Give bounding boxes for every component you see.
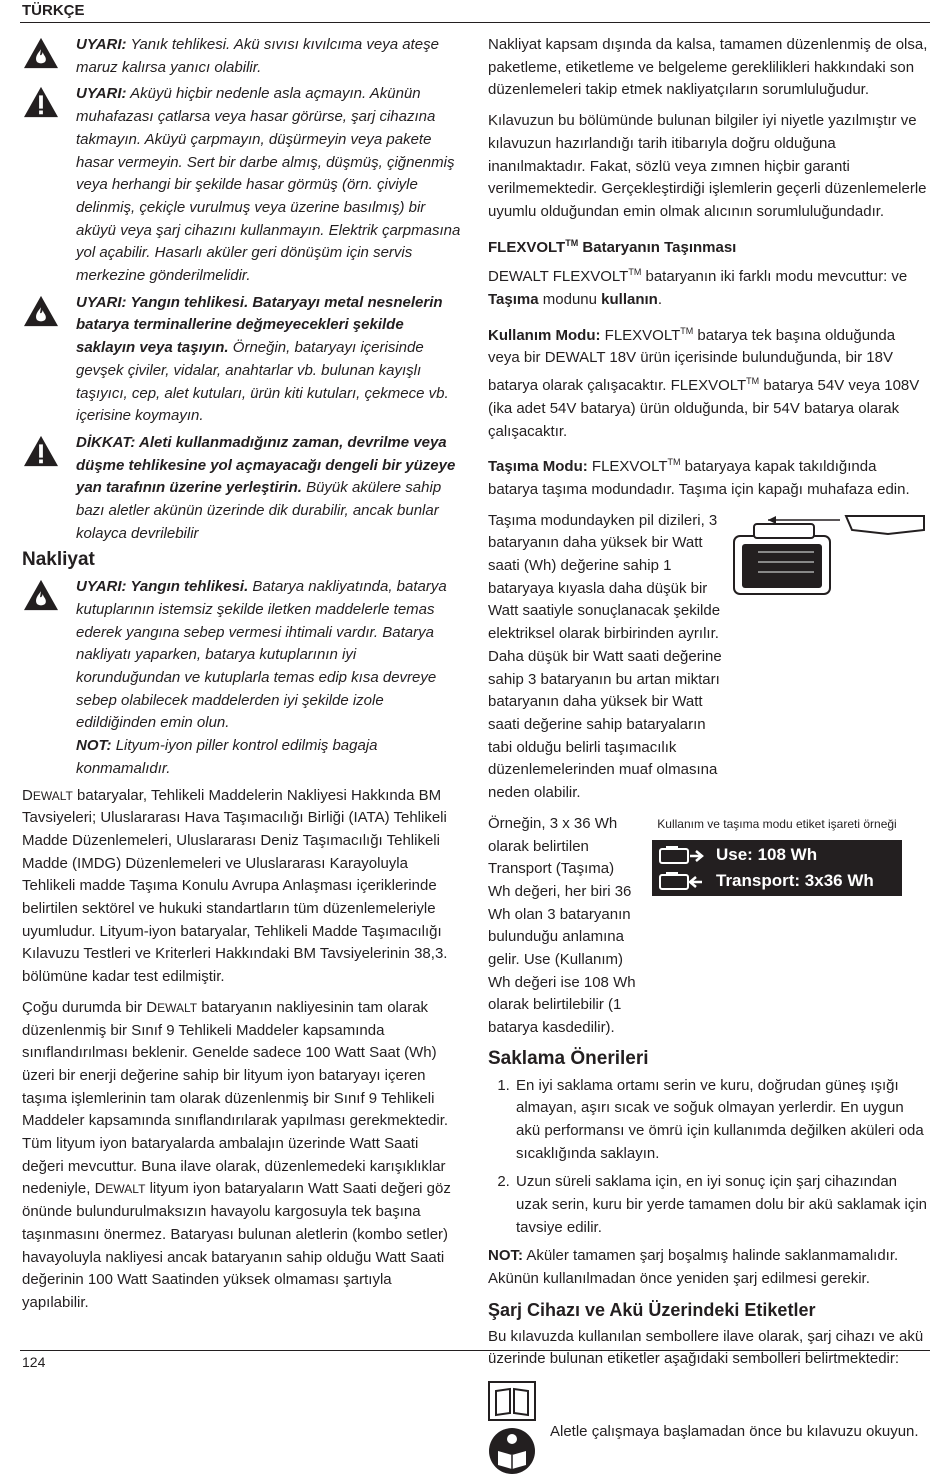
- brand-initial: D: [146, 998, 158, 1016]
- paragraph-text: .: [657, 291, 662, 309]
- warning-fire: [22, 292, 462, 428]
- transport-mode-explanation: Taşıma modundayken pil dizileri, 3 bataryanın daha yüksek bir Watt saati (Wh) değerine sahip 1 bataryaya kıyasla daha düşük bir Watt saatiyle sonuçlanacak şekilde elektriksel olarak birbirinden ayrılır. Daha düşük bir Watt saati değerine sahip 3 bataryanın bu artan miktarı bataryanın daha yüksek bir Watt saati değerine sahip bataryaların tabi olduğu belirli taşımacılık düzenlemelerinden muaf olmasına neden olabilir.: [488, 511, 722, 802]
- paragraph-text: bataryanın iki farklı modu mevcuttur: ve: [641, 268, 908, 286]
- label-figure-block: [488, 813, 928, 1040]
- warning-text: Yanık tehlikesi. Akü sıvısı kıvılcıma veya ateşe maruz kalırsa yanıcı olabilir.: [76, 36, 439, 76]
- battery-figure-block: [488, 510, 928, 805]
- trademark: TM: [667, 457, 681, 468]
- language-header: TÜRKÇE: [22, 2, 85, 19]
- storage-list: [488, 1075, 928, 1240]
- label-use-text: Use: 108 Wh: [716, 844, 818, 864]
- page-number: 124: [22, 1354, 46, 1370]
- paragraph-text: modunu: [538, 291, 602, 309]
- warning-text: Büyük akülere sahip bazı aletler akünün üzerinde dik durabilir, ancak bunlar kolayca devrilebilir: [76, 479, 442, 542]
- trademark: TM: [746, 376, 760, 387]
- paragraph-text: batarya tek başına olduğunda veya bir D: [488, 326, 896, 367]
- brand-rest: EWALT: [157, 1000, 198, 1015]
- storage-note: [488, 1245, 928, 1290]
- paragraph-text: Çoğu durumda bir: [22, 998, 147, 1016]
- exclamation-warning-icon: [22, 434, 60, 468]
- paragraph-text: bataryalar, Tehlikeli Maddelerin Nakliyesi Hakkında BM Tavsiyeleri; Uluslararası Hava Taşımacılığı Birliği (IATA) Tehlikeli Madde Düzenlemeleri, Uluslararası Deniz Taşımacılığı Tehlikeli Madde (IMDG) Düzenlemeleri ve Uluslararası Karayoluyla Tehlikeli madde Taşıma Konulu Avrupa Anlaşması içeriklerinde belirtilen sektörel ve hukuki standartların tüm düzenlemeleriyle uyumludur. Lityum-iyon bataryalar, Tehlikeli Madde Taşımacılığı Kılavuzu Testleri ve Kriterleri Hakkındaki BM Tavsiyelerinin 38,3. bölümüne kadar test edilmiştir.: [22, 786, 448, 986]
- paragraph-text: EWALT 18V ürün içerisinde bulunduğunda, bir 18V batarya olarak çalışacaktır. FLEXVOLT: [488, 349, 893, 395]
- note-label: NOT:: [488, 1247, 523, 1265]
- heading-text: FLEXVOLT: [488, 238, 566, 256]
- note-text: Aküler tamamen şarj boşalmış halinde saklanmamalıdır. Akünün kullanılmadan önce yeniden şarj edilmesi gerekir.: [488, 1247, 899, 1288]
- brand-rest: EWALT: [105, 1182, 146, 1197]
- paragraph-text: bataryanın nakliyesinin tam olarak düzenlenmiş bir Sınıf 9 Tehlikeli Maddeler kapsamında sınıflandırılması beklenir. Genelde sadece 100 Watt Saat (Wh) üzeri bir enerji değerine sahip bir lityum iyon bataryayı içeren taşıma işlemlerinin tam olarak düzenlenmiş bir Sınıf 9 Tehlikeli Maddeler kapsamında sınıflandırılarak yapılması gerekmektedir. Tüm lityum iyon bataryalarda ambalajın üzerinde Watt Saati değeri mevcuttur. Buna ilave olarak, düzenlemedeki karışıklıklar nedeniyle,: [22, 998, 449, 1198]
- note-text: Lityum-iyon piller kontrol edilmiş bagaja konmamalıdır.: [76, 737, 378, 777]
- fire-warning-icon: [22, 578, 60, 612]
- label-transport-text: Transport: 3x36 Wh: [716, 870, 874, 890]
- brand-initial: D: [94, 1180, 106, 1198]
- brand-initial: D: [22, 786, 33, 804]
- transport-mode-paragraph: [488, 451, 928, 501]
- use-mode-paragraph: [488, 320, 928, 444]
- book-icon: [488, 1381, 536, 1421]
- read-manual-icon: [488, 1427, 536, 1475]
- warning-text: Örneğin, bataryayı içerisinde gevşek çiviler, vidalar, anahtarlar vb. bulunan kayışlı taşıyıcı, cep, alet kutuları, ürün kiti kutuları, çekmece vb. içerisine koymayın.: [76, 339, 449, 425]
- header-rule: [20, 22, 930, 23]
- fire-warning-icon: [22, 294, 60, 328]
- warning-burn: [22, 34, 462, 79]
- paragraph-text: bataryaya kapak takıldığında batarya taşıma modundadır. Taşıma için kapağı muhafaza edin.: [488, 458, 910, 498]
- storage-heading: Saklama Önerileri: [488, 1047, 649, 1069]
- left-column: [22, 34, 462, 1323]
- warning-prefix: UYARI:: [76, 85, 127, 103]
- example-paragraph: Örneğin, 3 x 36 Wh olarak belirtilen Transport (Taşıma) Wh değeri, her biri 36 Wh olan 3 bataryanın bulunduğu anlamına gelir. Use (Kullanım) Wh değeri ise 108 Wh olarak belirtilebilir (1 batarya kasdedilir).: [488, 814, 636, 1037]
- paragraph-text: batarya 54V veya 108V (ika adet 54V batarya) ürün olduğunda, bir 54V batarya olarak çalışacaktır.: [488, 377, 920, 440]
- transport-mode-label: Taşıma Modu:: [488, 458, 588, 476]
- flexvolt-modes-paragraph: [488, 261, 928, 311]
- bold-text: kullanın: [601, 291, 658, 309]
- label-use-row: [658, 842, 896, 868]
- paragraph-text: FLEXVOLT: [600, 326, 681, 344]
- warning-transport-fire: [22, 576, 462, 780]
- labels-heading: Şarj Cihazı ve Akü Üzerindeki Etiketler: [488, 1299, 816, 1320]
- battery-use-icon: [658, 844, 706, 866]
- trademark: TM: [565, 237, 579, 248]
- exclamation-warning-icon: [22, 85, 60, 119]
- shipper-paragraph: Nakliyat kapsam dışında da kalsa, tamamen düzenlenmiş de olsa, paketleme, etiketleme ve belgeleme gereklilikleri hakkındaki son düzenlemeleri takip etmek nakliyatçıların sorumluluğudur.: [488, 36, 928, 99]
- label-caption: Kullanım ve taşıma modu etiket işareti örneği: [657, 816, 897, 831]
- warning-text: Batarya nakliyatında, batarya kutuplarının istemsiz şekilde iletken maddelerle temas ederek yangına sebep vermesi ihtimali vardır. Batarya nakliyatı yaparken, batarya kutuplarının iyi korunduğundan ve kutuplarla temas edip kısa devreye sebep olabilecek maddelerden iyi şekilde izole edildiğinden emin olun.: [76, 578, 447, 732]
- warning-prefix: DİKKAT: Aleti kullanmadığınız zaman, devrilme veya düşme tehlikesine yol açmayacağı dengeli bir yüzeye yan tarafının üzerine yerleştirin.: [76, 433, 456, 497]
- brand-initial: D: [488, 268, 499, 286]
- right-column: [488, 34, 928, 1477]
- list-item: 1. En iyi saklama ortamı serin ve kuru, doğrudan güneş ışığı almayan, aşırı sıcak ve soğuk olmayan yerlerdir. En uygun akü performansı ve ömrü için kullanımda değilken aküleri oda sıcaklığında saklayın.: [514, 1075, 928, 1166]
- caution-tipping: [22, 432, 462, 546]
- battery-transport-icon: [658, 870, 706, 892]
- flexvolt-heading: [488, 232, 928, 260]
- warning-open: [22, 83, 462, 287]
- paragraph-text: EWALT FLEXVOLT: [498, 268, 629, 286]
- battery-cap-illustration: [728, 510, 928, 598]
- fire-warning-icon: [22, 36, 60, 70]
- mode-label-example: [652, 813, 902, 896]
- warning-prefix: UYARI: Yangın tehlikesi.: [76, 578, 249, 596]
- class9-paragraph: [22, 997, 462, 1315]
- transport-heading: Nakliyat: [22, 549, 95, 571]
- paragraph-text: lityum iyon bataryaların Watt Saati değeri göz önünde bulundurulmaksızın havayolu kargosuyla tek başına taşınmasını önermez. Bataryası bulunan aletlerin (kombo setler) havayoluyla nakliyesi ancak bataryanın sahip olduğu Watt Saati değerinin 100 Watt Saatinden yüksek olmaması şartıyla yapılabilir.: [22, 1180, 451, 1311]
- trademark: TM: [628, 267, 642, 278]
- footer-rule: [20, 1350, 930, 1351]
- bold-text: Taşıma: [488, 291, 539, 309]
- list-item: 2. Uzun süreli saklama için, en iyi sonuç için şarj cihazından uzak serin, kuru bir yerde tamamen dolu bir akü saklamak için tavsiye edilir.: [514, 1171, 928, 1239]
- trademark: TM: [680, 325, 694, 336]
- brand-rest: EWALT: [32, 788, 73, 803]
- warning-prefix: UYARI:: [76, 36, 127, 53]
- note-prefix: NOT:: [76, 737, 112, 755]
- label-tag: [652, 840, 902, 896]
- heading-text: Bataryanın Taşınması: [578, 238, 737, 256]
- regulations-paragraph: [22, 785, 462, 989]
- warning-prefix: UYARI: Yangın tehlikesi. Bataryayı metal nesnelerin batarya terminallerine değmeyecekleri şekilde saklayın veya taşıyın.: [76, 293, 443, 357]
- disclaimer-paragraph: Kılavuzun bu bölümünde bulunan bilgiler iyi niyetle yazılmıştır ve kılavuzun hazırlandığı tarih itibarıyla doğru olduğuna inanılmaktadır. Fakat, sözlü veya zımnen hiçbir garanti verilmemektedir. Gerçekleştirdiği işlemlerin geçerli düzenlemelerle uyumlu olduğundan emin olmak alıcının sorumluluğundadır.: [488, 112, 927, 220]
- read-manual-text: Aletle çalışmaya başlamadan önce bu kılavuzu okuyun.: [550, 1422, 919, 1440]
- paragraph-text: FLEXVOLT: [587, 458, 668, 476]
- label-transport-row: [658, 868, 896, 894]
- labels-paragraph: Bu kılavuzda kullanılan sembollere ilave olarak, şarj cihazı ve akü üzerinde bulunan etiketler aşağıdaki sembolleri belirtmektedir:: [488, 1327, 924, 1368]
- use-mode-label: Kullanım Modu:: [488, 326, 601, 344]
- warning-text: Aküyü hiçbir nedenle asla açmayın. Akünün muhafazası çatlarsa veya hasar görürse, şarj cihazına takmayın. Aküyü çarpmayın, düşürmeyin veya pakete hasar vermeyin. Sert bir darbe almış, düşmüş, çiğnenmiş veya herhangi bir şekilde hasar görmüş (örn. çiviyle delinmiş, çekiçle vurulmuş veya üzerine basılmış) bir aküyü veya şarj cihazını kullanmayın. Elektrik çarpmasına yol açabilir. Hasarlı aküler geri dönüşüm için servis merkezine gönderilmelidir.: [76, 85, 461, 285]
- read-manual-row: [488, 1379, 928, 1477]
